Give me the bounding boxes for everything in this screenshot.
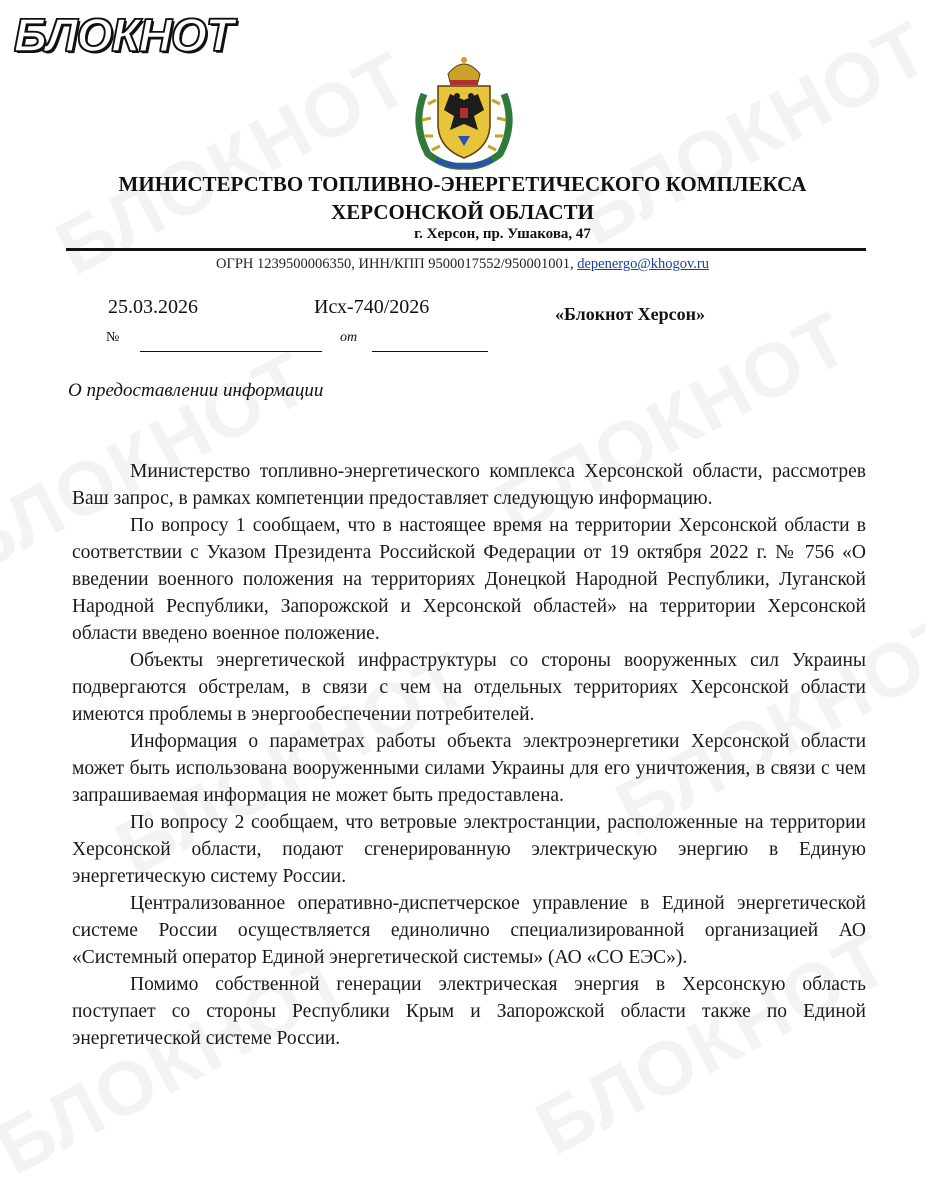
subject-line: О предоставлении информации: [68, 380, 324, 401]
ministry-address: г. Херсон, пр. Ушакова, 47: [414, 226, 591, 242]
email-link[interactable]: depenergo@khogov.ru: [577, 256, 709, 272]
document-date: 25.03.2026: [108, 296, 198, 318]
from-blank-line: [372, 351, 488, 352]
document-number: Исх-740/2026: [314, 296, 430, 318]
paragraph: Централизованное оперативно-диспетчерское управление в Единой энергетической системе России осуществляется единолично специализированной организацией АО «Системный оператор Единой энергетической системы» (АО «СО ЕЭС»).: [72, 893, 866, 968]
ministry-title: [0, 170, 925, 226]
requisites-line: [0, 256, 925, 273]
site-logo: БЛОКНОТ: [14, 9, 233, 61]
paragraph: Объекты энергетической инфраструктуры со стороны вооруженных сил Украины подвергаются обстрелам, в связи с чем на отдельных территориях Херсонской области имеются проблемы в энергообеспечении потребителей.: [72, 650, 866, 725]
paragraph: По вопросу 2 сообщаем, что ветровые электростанции, расположенные на территории Херсонской области, подают сгенерированную электрическую энергию в Единую энергетическую систему России.: [72, 812, 866, 887]
requisites-text: ОГРН 1239500006350, ИНН/КПП 9500017552/950001001,: [216, 256, 574, 272]
header-divider: [66, 248, 866, 251]
number-blank-line: [140, 351, 322, 352]
watermark-text: [42, 34, 424, 292]
recipient: «Блокнот Херсон»: [555, 304, 705, 324]
paragraph: Информация о параметрах работы объекта электроэнергетики Херсонской области может быть использована вооруженными силами Украины для его уничтожения, в связи с чем запрашиваемая информация не может быть предоставлена.: [72, 731, 866, 806]
letter-body: [72, 458, 866, 1052]
ministry-title-line2: ХЕРСОНСКОЙ ОБЛАСТИ: [331, 200, 594, 224]
paragraph: Помимо собственной генерации электрическая энергия в Херсонскую область поступает со стороны Республики Крым и Запорожской области также по Единой энергетической системе России.: [72, 974, 866, 1049]
ministry-title-line1: МИНИСТЕРСТВО ТОПЛИВНО-ЭНЕРГЕТИЧЕСКОГО КОМПЛЕКСА: [118, 172, 807, 196]
paragraph: По вопросу 1 сообщаем, что в настоящее время на территории Херсонской области в соответствии с Указом Президента Российской Федерации от 19 октября 2022 г. № 756 «О введении военного положения на территориях Донецкой Народной Республики, Луганской Народной Республики, Запорожской и Херсонской областей» на территории Херсонской области введено военное положение.: [72, 515, 866, 644]
from-label: от: [340, 330, 358, 345]
number-label: №: [106, 330, 120, 345]
paragraph: Министерство топливно-энергетического комплекса Херсонской области, рассмотрев Ваш запрос, в рамках компетенции предоставляет следующую информацию.: [72, 461, 866, 509]
coat-of-arms-icon: [406, 54, 522, 172]
